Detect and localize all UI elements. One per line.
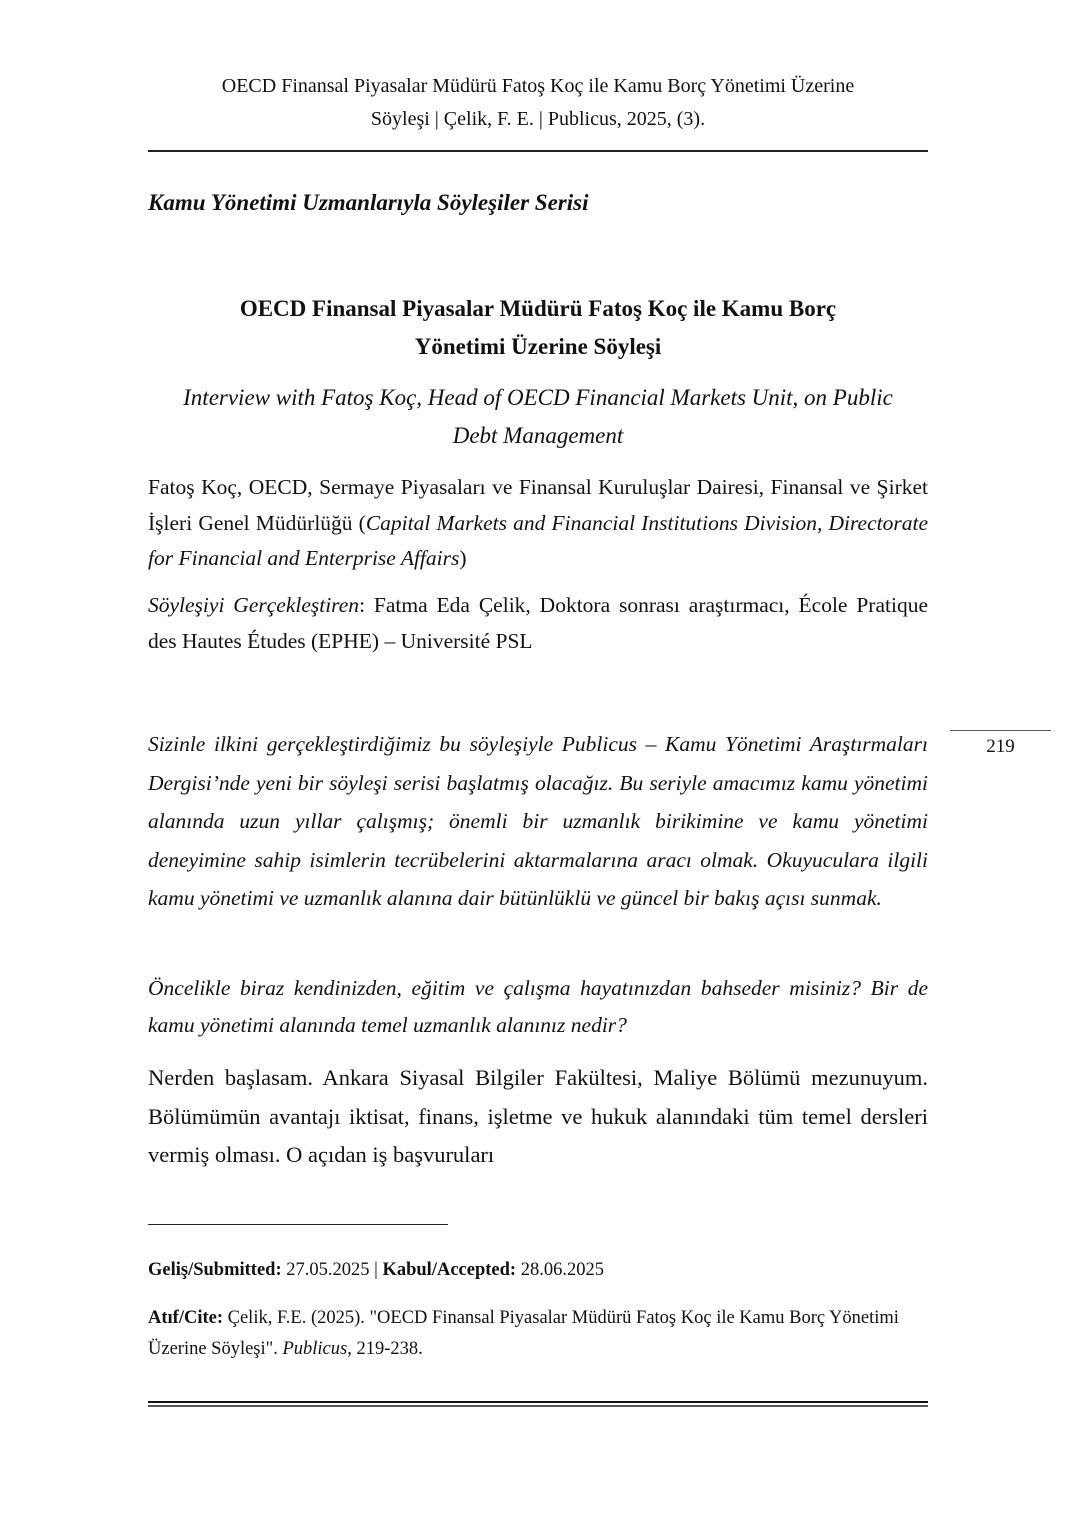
submitted-date: 27.05.2025 | bbox=[281, 1260, 383, 1280]
footer-rule-bottom bbox=[148, 1405, 928, 1407]
cite-pages: , 219-238. bbox=[347, 1339, 423, 1359]
article-title bbox=[148, 290, 928, 366]
series-title: Kamu Yönetimi Uzmanlarıyla Söyleşiler Serisi bbox=[148, 190, 589, 215]
english-title-line-1: Interview with Fatoş Koç, Head of OECD Financial Markets Unit, on Public bbox=[183, 385, 893, 410]
interviewer-label: Söyleşiyi Gerçekleştiren bbox=[148, 593, 360, 617]
submission-dates bbox=[148, 1260, 604, 1281]
citation bbox=[148, 1303, 928, 1365]
interview-question: Öncelikle biraz kendinizden, eğitim ve çalışma hayatınızdan bahseder misiniz? Bir de kamu yönetimi alanında temel uzmanlık alanınız nedir? bbox=[148, 976, 928, 1037]
running-header-line-1: OECD Finansal Piyasalar Müdürü Fatoş Koç ile Kamu Borç Yönetimi Üzerine bbox=[221, 75, 855, 97]
running-header bbox=[148, 70, 928, 136]
english-title-line-2: Debt Management bbox=[452, 423, 624, 448]
accepted-label: Kabul/Accepted: bbox=[382, 1260, 517, 1280]
author-affiliation bbox=[148, 470, 928, 577]
affiliation-english: Capital Markets and Financial Institutions Division, Directorate for Financial and Enterprise Affairs bbox=[148, 510, 928, 570]
cite-label: Atıf/Cite: bbox=[148, 1308, 223, 1328]
affiliation-text: Fatoş Koç, OECD, Sermaye Piyasaları ve Finansal Kuruluşlar Dairesi, Finansal ve Şirket İşleri Genel Müdürlüğü ( bbox=[148, 475, 928, 535]
submitted-label: Geliş/Submitted: bbox=[148, 1260, 282, 1280]
accepted-date: 28.06.2025 bbox=[516, 1260, 604, 1280]
article-title-line-2: Yönetimi Üzerine Söyleşi bbox=[414, 334, 662, 359]
interview-answer: Nerden başlasam. Ankara Siyasal Bilgiler Fakültesi, Maliye Bölümü mezunuyum. Bölümümün avantajı iktisat, finans, işletme ve hukuk alanındaki tüm temel dersleri vermiş olması. O açıdan iş başvuruları bbox=[148, 1065, 928, 1167]
footnote-rule bbox=[148, 1224, 448, 1225]
footer-rule-top bbox=[148, 1401, 928, 1403]
page-number-rule bbox=[950, 730, 1051, 731]
interviewer-text: : Fatma Eda Çelik, Doktora sonrası araştırmacı, École Pratique des Hautes Études (EPHE) – Université PSL bbox=[148, 593, 928, 653]
article-title-line-1: OECD Finansal Piyasalar Müdürü Fatoş Koç ile Kamu Borç bbox=[239, 296, 837, 321]
cite-text: Çelik, F.E. (2025). "OECD Finansal Piyasalar Müdürü Fatoş Koç ile Kamu Borç Yönetimi Üzerine Söyleşi". bbox=[148, 1308, 899, 1359]
cite-journal: Publicus bbox=[282, 1339, 348, 1359]
affiliation-close: ) bbox=[459, 546, 467, 570]
header-rule bbox=[148, 150, 928, 152]
intro-paragraph: Sizinle ilkini gerçekleştirdiğimiz bu söyleşiyle Publicus – Kamu Yönetimi Araştırmaları Dergisi’nde yeni bir söyleşi serisi başlatmış olacağız. Bu seriyle amacımız kamu yönetimi alanında uzun yıllar çalışmış; önemli bir uzmanlık birikimine ve kamu yönetimi deneyimine sahip isimlerin tecrübelerini aktarmalarına aracı olmak. Okuyuculara ilgili kamu yönetimi ve uzmanlık alanına dair bütünlüklü ve güncel bir bakış açısı sunmak. bbox=[148, 732, 928, 910]
running-header-line-2: Söyleşi | Çelik, F. E. | Publicus, 2025, (3). bbox=[370, 108, 706, 130]
english-title bbox=[148, 379, 928, 455]
page-number: 219 bbox=[986, 736, 1015, 757]
interviewer-credit bbox=[148, 588, 928, 659]
